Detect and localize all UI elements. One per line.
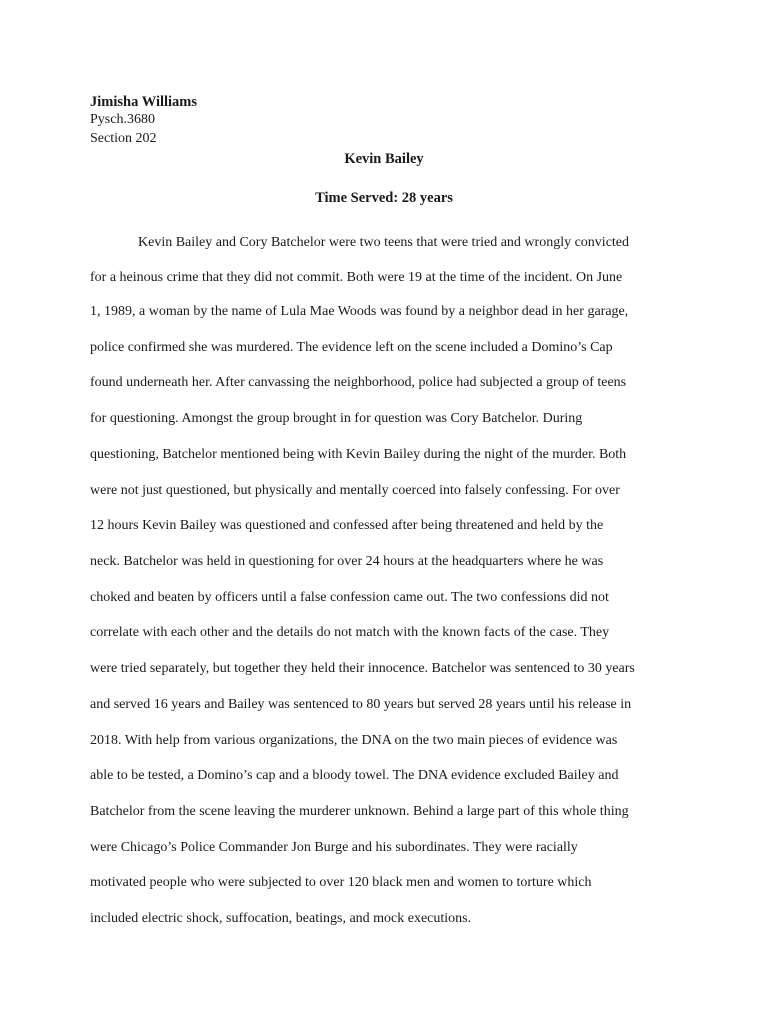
section-number: Section 202 — [90, 131, 157, 146]
course-code: Pysch.3680 — [90, 112, 155, 127]
paragraph-line: Batchelor from the scene leaving the murderer unknown. Behind a large part of this whole thing — [90, 804, 629, 819]
paragraph-line: were tried separately, but together they held their innocence. Batchelor was sentenced to 30 years — [90, 661, 635, 676]
paragraph-line: correlate with each other and the details do not match with the known facts of the case. They — [90, 625, 610, 640]
paragraph-line: questioning, Batchelor mentioned being with Kevin Bailey during the night of the murder. Both — [90, 447, 627, 462]
paragraph-line: choked and beaten by officers until a false confession came out. The two confessions did not — [90, 590, 609, 605]
paragraph-line: found underneath her. After canvassing the neighborhood, police had subjected a group of teens — [90, 375, 627, 390]
author-name: Jimisha Williams — [90, 94, 198, 110]
paragraph-line: able to be tested, a Domino’s cap and a bloody towel. The DNA evidence excluded Bailey and — [90, 768, 619, 783]
paragraph-line: 1, 1989, a woman by the name of Lula Mae Woods was found by a neighbor dead in her garage, — [90, 304, 629, 319]
paragraph-line: for questioning. Amongst the group brought in for question was Cory Batchelor. During — [90, 411, 583, 426]
paragraph-line: neck. Batchelor was held in questioning for over 24 hours at the headquarters where he was — [90, 554, 604, 569]
document-title: Kevin Bailey — [344, 151, 424, 167]
paragraph-line: 2018. With help from various organizations, the DNA on the two main pieces of evidence was — [90, 733, 618, 748]
paragraph-line: motivated people who were subjected to over 120 black men and women to torture which — [90, 875, 592, 890]
document-subtitle: Time Served: 28 years — [315, 190, 453, 206]
paragraph-line: Kevin Bailey and Cory Batchelor were two teens that were tried and wrongly convicted — [138, 235, 630, 250]
paragraph-line: 12 hours Kevin Bailey was questioned and confessed after being threatened and held by the — [90, 518, 604, 533]
paragraph-line: and served 16 years and Bailey was sentenced to 80 years but served 28 years until his release in — [90, 697, 632, 712]
paragraph-line: included electric shock, suffocation, beatings, and mock executions. — [90, 911, 472, 926]
paragraph-line: were not just questioned, but physically and mentally coerced into falsely confessing. For over — [90, 483, 620, 498]
paragraph-line: were Chicago’s Police Commander Jon Burge and his subordinates. They were racially — [90, 840, 578, 855]
paragraph-line: police confirmed she was murdered. The evidence left on the scene included a Domino’s Cap — [90, 340, 613, 355]
paragraph-line: for a heinous crime that they did not commit. Both were 19 at the time of the incident. On June — [90, 270, 623, 285]
